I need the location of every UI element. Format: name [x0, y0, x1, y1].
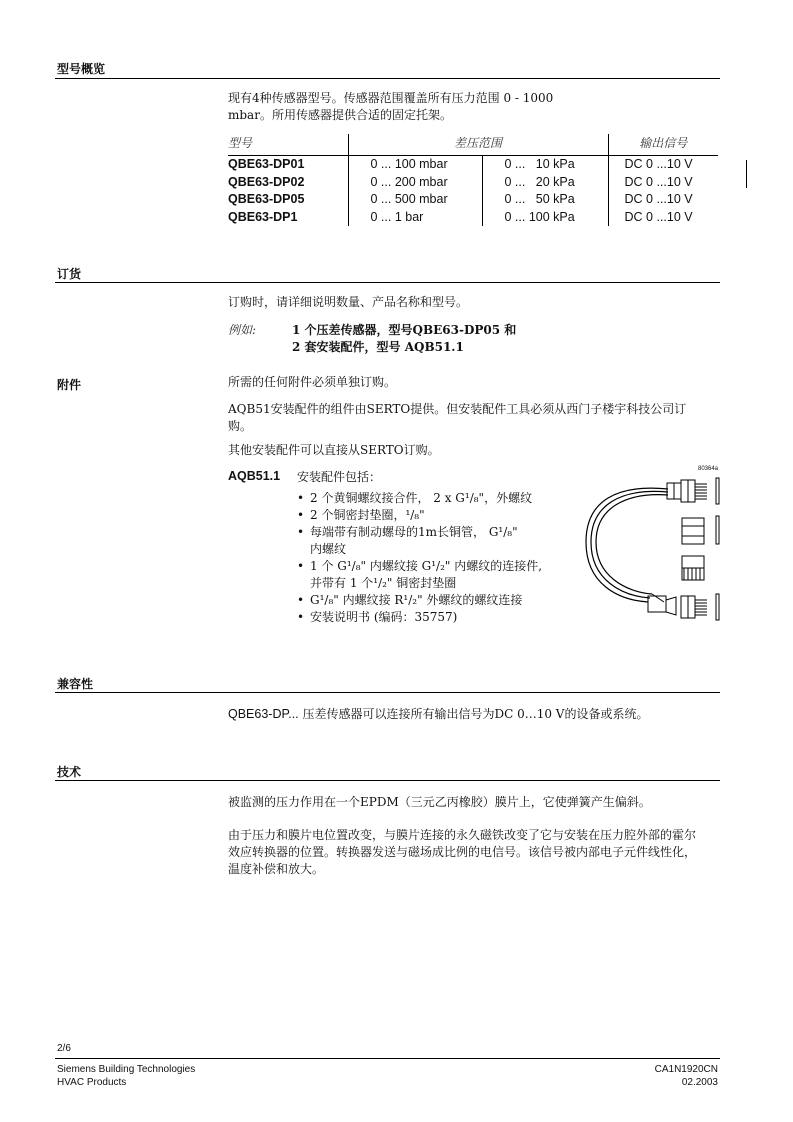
section-title-accessories: 附件	[57, 378, 82, 392]
mbar-cell: 0 ... 100 mbar	[348, 156, 482, 174]
list-item-continued	[297, 575, 577, 592]
example-label: 例如:	[228, 323, 257, 337]
figure-code: 80364a	[698, 466, 719, 472]
example-line1: 1 个压差传感器，型号QBE63-DP05 和	[292, 323, 517, 337]
revision-bar	[746, 160, 747, 188]
technical-p2-line3: 温度补偿和放大。	[228, 862, 325, 876]
list-item: • 每端带有制动螺母的1m长铜管， G¹/₈"	[297, 524, 577, 541]
section-rule	[55, 780, 720, 781]
footer-left	[57, 1063, 195, 1089]
accessories-p2-line2: 购。	[228, 419, 253, 433]
section-title-overview: 型号概览	[57, 62, 106, 76]
list-item-continued	[297, 541, 577, 558]
header-model: 型号	[228, 134, 348, 156]
includes-label: 安装配件包括：	[297, 470, 382, 484]
footer-doc-number: CA1N1920CN	[654, 1064, 718, 1075]
model-cell: QBE63-DP01	[228, 157, 305, 171]
accessories-p2-line1: AQB51安装配件的组件由SERTO提供。但安装配件工具必须从西门子楼宇科技公司订	[228, 402, 687, 416]
mbar-cell: 0 ... 1 bar	[348, 209, 482, 227]
section-title-compat: 兼容性	[57, 677, 94, 691]
output-cell: DC 0 ...10 V	[608, 156, 718, 174]
footer-company: Siemens Building Technologies	[57, 1064, 196, 1075]
output-cell: DC 0 ...10 V	[608, 191, 718, 209]
list-item: • 2 个黄铜螺纹接合件， 2 x G¹/₈"，外螺纹	[297, 490, 577, 507]
list-item: • 2 个铜密封垫圈，¹/₈"	[297, 507, 577, 524]
accessories-p3: 其他安装配件可以直接从SERTO订购。	[228, 443, 440, 457]
list-item: • 1 个 G¹/₈" 内螺纹接 G¹/₂" 内螺纹的连接件,	[297, 558, 577, 575]
compat-description: 压差传感器可以连接所有输出信号为DC 0…10 V的设备或系统。	[302, 707, 649, 721]
accessory-model: AQB51.1	[228, 469, 281, 483]
list-item-text: 并带有 1 个¹/₂" 铜密封垫圈	[310, 576, 457, 590]
section-title-ordering: 订货	[57, 267, 82, 281]
header-range: 差压范围	[348, 134, 608, 156]
table-row	[228, 209, 718, 227]
kpa-cell: 0 ... 100 kPa	[482, 209, 608, 227]
model-table	[228, 134, 718, 226]
accessories-p2	[228, 401, 718, 435]
table-row	[228, 191, 718, 209]
table-row	[228, 174, 718, 192]
output-cell: DC 0 ...10 V	[608, 209, 718, 227]
technical-p1: 被监测的压力作用在一个EPDM（三元乙丙橡胶）膜片上，它使弹簧产生偏斜。	[228, 795, 651, 809]
accessories-p1: 所需的任何附件必须单独订购。	[228, 375, 397, 389]
compat-text	[228, 706, 648, 723]
kpa-cell: 0 ... 10 kPa	[482, 156, 608, 174]
example-text	[292, 322, 516, 356]
footer-rule	[55, 1058, 720, 1059]
footer-division: HVAC Products	[57, 1077, 127, 1088]
model-cell: QBE63-DP02	[228, 174, 305, 189]
mbar-cell: 0 ... 200 mbar	[348, 174, 482, 192]
kpa-cell: 0 ... 20 kPa	[482, 174, 608, 192]
list-item: • 安装说明书 (编码：35757)	[297, 609, 577, 626]
section-title-technical: 技术	[57, 765, 82, 779]
technical-p2	[228, 827, 728, 878]
kpa-cell: 0 ... 50 kPa	[482, 191, 608, 209]
section-rule	[55, 282, 720, 283]
footer-date: 02.2003	[681, 1077, 718, 1088]
list-item-text: 内螺纹	[310, 542, 347, 556]
list-item: • G¹/₈" 内螺纹接 R¹/₂" 外螺纹的螺纹连接	[297, 592, 577, 609]
technical-p2-line2: 效应转换器的位置。转换器发送与磁场成比例的电信号。该信号被内部电子元件线性化，	[228, 845, 697, 859]
technical-p2-line1: 由于压力和膜片电位置改变，与膜片连接的永久磁铁改变了它与安装在压力腔外部的霍尔	[228, 828, 697, 842]
fitting-illustration	[578, 472, 723, 632]
example-line2: 2 套安装配件，型号 AQB51.1	[292, 340, 464, 354]
overview-intro	[228, 90, 648, 124]
ordering-text: 订购时，请详细说明数量、产品名称和型号。	[228, 295, 469, 309]
overview-intro-line1: 现有4种传感器型号。传感器范围覆盖所有压力范围 0 - 1000	[228, 91, 554, 105]
header-output: 输出信号	[608, 134, 718, 156]
model-cell: QBE63-DP05	[228, 192, 305, 206]
overview-intro-line2: mbar。所用传感器提供合适的固定托架。	[228, 108, 452, 122]
section-rule	[55, 78, 720, 79]
includes-list	[297, 490, 577, 626]
mbar-cell: 0 ... 500 mbar	[348, 191, 482, 209]
footer-right	[600, 1063, 718, 1089]
section-rule	[55, 692, 720, 693]
page-number: 2/6	[57, 1043, 71, 1054]
table-row	[228, 156, 718, 174]
compat-model: QBE63-DP...	[228, 707, 299, 721]
model-cell: QBE63-DP1	[228, 209, 298, 224]
output-cell: DC 0 ...10 V	[608, 174, 718, 192]
